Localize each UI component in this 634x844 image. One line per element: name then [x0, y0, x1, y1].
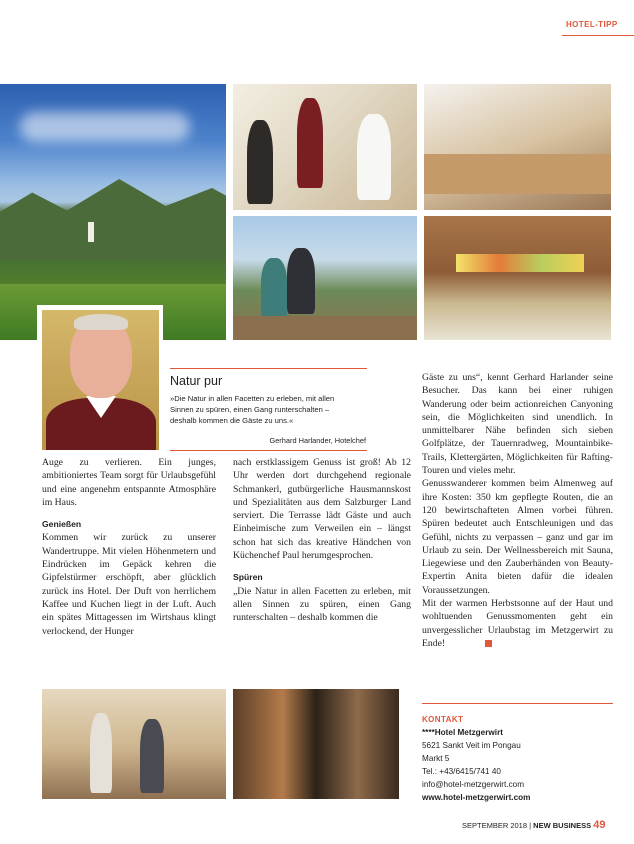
- quote-text: [170, 393, 370, 426]
- woman-figure: [90, 713, 112, 793]
- page-footer: [462, 819, 605, 831]
- rubric-rule: [562, 35, 634, 36]
- phone: Tel.: +43/6415/741 40: [422, 767, 501, 776]
- man-figure: [357, 114, 391, 200]
- paragraph: „Die Natur in allen Facetten zu erleben, mit allen Sinnen zu spüren, einen Gang runterschalten – deshalb kommen die: [233, 585, 411, 624]
- article-column-3: [422, 371, 613, 650]
- quote-title: Natur pur: [170, 374, 223, 388]
- contact-label: KONTAKT: [422, 715, 464, 724]
- contact-box: [422, 713, 530, 804]
- section-heading: Genießen: [42, 519, 82, 530]
- publication-name: NEW BUSINESS: [533, 821, 592, 830]
- paragraph: [422, 597, 613, 650]
- dining-photo: [233, 84, 417, 210]
- quote-top-rule: [170, 368, 367, 369]
- quote-line: »Die Natur in allen Facetten zu erleben, mit allen: [170, 394, 335, 403]
- quote-bottom-rule: [170, 450, 367, 451]
- woman-figure: [247, 120, 273, 204]
- mountain-shape: [0, 170, 226, 260]
- article-column-1: [42, 456, 216, 638]
- man-figure: [287, 248, 315, 314]
- website-link[interactable]: www.hotel-metzgerwirt.com: [422, 793, 531, 802]
- section-heading: Spüren: [233, 572, 263, 583]
- footer-separator: |: [529, 821, 532, 830]
- email-link[interactable]: info@hotel-metzgerwirt.com: [422, 780, 525, 789]
- lounge-photo: [424, 216, 611, 340]
- street: Markt 5: [422, 754, 450, 763]
- hotel-name: ****Hotel Metzgerwirt: [422, 728, 503, 737]
- contact-rule: [422, 703, 613, 704]
- quote-author: Gerhard Harlander, Hotelchef: [269, 436, 366, 445]
- paragraph: Gäste zu uns“, kennt Gerhard Harlander seine Besucher. Das kann bei einer ruhigen Wanderung oder beim actionreichen Canyoning sein, die Möglichkeiten sind unendlich. In unmittelbarer Nähe befinden sich sieben Golfplätze, der Tauernradweg, Mountainbike-Trails, Klettergärten, Möglichkeiten für Rafting-Touren und vieles mehr.: [422, 372, 613, 477]
- quote-line: Sinnen zu spüren, einen Gang runterschalten –: [170, 405, 330, 414]
- quote-line: deshalb kommen die Gäste zu uns.«: [170, 416, 294, 425]
- rubric-label: HOTEL-TIPP: [566, 20, 618, 29]
- address: 5621 Sankt Veit im Pongau: [422, 741, 521, 750]
- man-figure: [140, 719, 164, 793]
- buffet-photo: [424, 84, 611, 210]
- sauna-photo: [233, 689, 399, 799]
- deck-shape: [233, 316, 417, 340]
- page-number: 49: [593, 819, 606, 831]
- landscape-photo: [0, 84, 226, 340]
- paragraph: Kommen wir zurück zu unserer Wandertruppe. Mit vielen Höhenmetern und Eindrücken im Gepäck kehren die Gipfelstürmer erschöpft, aber glücklich zurück ins Hotel. Der Duft von herrlichem Kaffee und Kuchen liegt in der Luft. Auch ein spätes Mittagessen im Wirtshaus klingt verlockend, der Hunger: [42, 532, 216, 637]
- end-mark-icon: [485, 640, 492, 647]
- paragraph: Auge zu verlieren. Ein junges, ambitioniertes Team sorgt für Urlaubsgefühl und eine angenehm entspannte Atmosphäre im Haus.: [42, 457, 216, 508]
- paragraph: Genusswanderer kommen beim Almenweg auf ihre Kosten: 350 km gepflegte Routen, die an 120 bewirtschafteten Almen vorbei führen. Spüren bedeutet auch Entschleunigen und das Gefühl, nichts zu verpassen – ganz und gar im Urlaub zu sein. Der Wellnessbereich mit Sauna, Liegewiese und den Zauberhänden von Beauty-Expertin Anita bieten dafür die idealen Voraussetzungen.: [422, 478, 613, 596]
- buffet-counter-shape: [424, 154, 611, 194]
- reception-photo: [42, 689, 226, 799]
- cloud-shape: [20, 112, 190, 142]
- portrait-photo: [42, 310, 159, 450]
- paragraph-text: Mit der warmen Herbstsonne auf der Haut und wohltuenden Genussmomenten geht ein unvergesslicher Urlaubstag im Metzgerwirt zu Ende!: [422, 598, 613, 649]
- waiter-figure: [297, 98, 323, 188]
- paragraph: nach erstklassigem Genuss ist groß! Ab 12 Uhr werden dort durchgehend regionale Schmankerl, gutbürgerliche Hausmannskost und Spezialitäten aus dem Salzburger Land serviert. Die Terrasse lädt Gäste und auch Einheimische zum Verweilen ein – längst schon hat sich das kreative Händchen von Küchenchef Paul herumgesprochen.: [233, 457, 411, 562]
- hair-shape: [74, 314, 128, 330]
- issue-date: SEPTEMBER 2018: [462, 821, 528, 830]
- head-shape: [70, 318, 132, 398]
- flower-artwork-shape: [456, 254, 584, 272]
- couple-photo: [233, 216, 417, 340]
- church-tower-shape: [88, 222, 94, 242]
- woman-figure: [261, 258, 287, 318]
- article-column-2: [233, 456, 411, 625]
